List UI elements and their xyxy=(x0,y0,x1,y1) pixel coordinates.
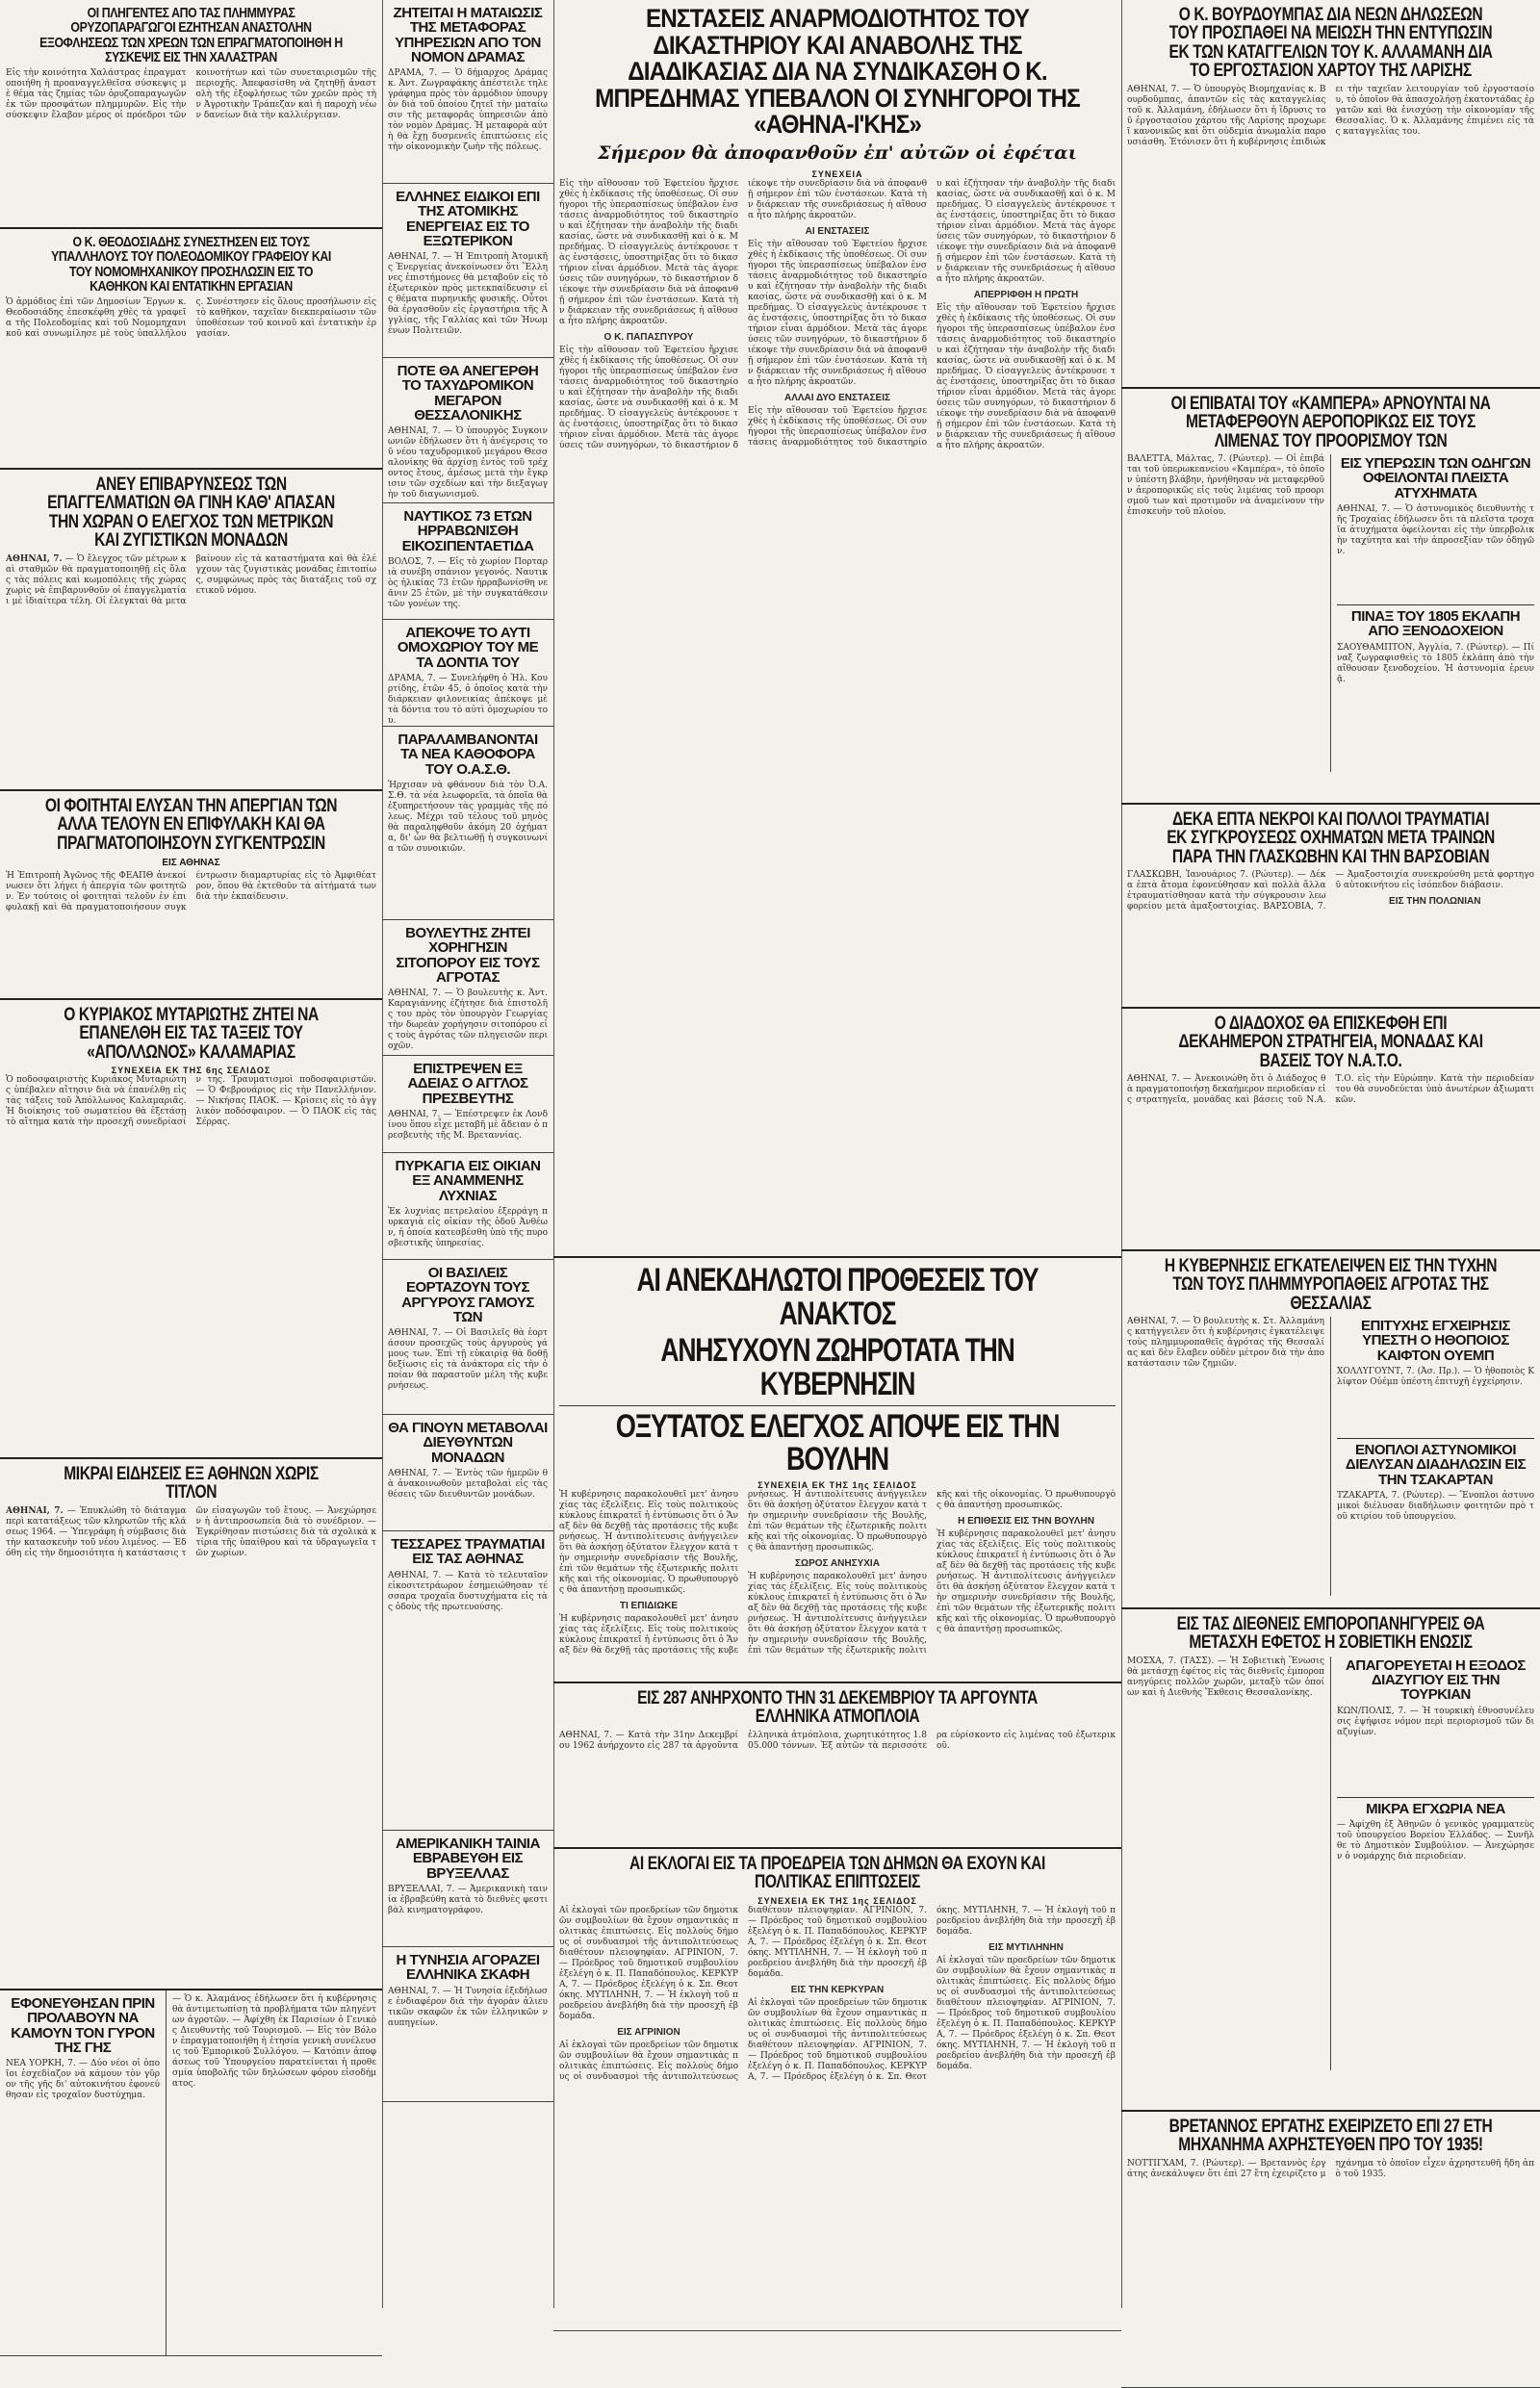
headline: ΒΟΥΛΕΥΤΗΣ ΖΗΤΕΙ ΧΟΡΗΓΗΣΙΝ ΣΙΤΟΠΟΡΟΥ ΕΙΣ ΤΟΥΣ ΑΓΡΟΤΑΣ xyxy=(396,925,540,986)
article-left xyxy=(1127,454,1330,772)
article-athens-briefs xyxy=(0,1459,382,1990)
article-body: ΑΘΗΝΑΙ, 7. — Κατὰ τὸ τελευταῖον εἰκοσιτετράωρον ἐσημειώθησαν τέσσαρα τροχαῖα δυστυχήματα εἰς τὰς ὁδοὺς τῆς πρωτευούσης. xyxy=(388,1570,548,1612)
headline: ΜΙΚΡΑ ΕΓΧΩΡΙΑ ΝΕΑ xyxy=(1366,1800,1505,1817)
article-text: Εἰς τὴν αἴθουσαν τοῦ Ἐφετείου ἤρχισε χθὲς ἡ ἐκδίκασις τῆς ὑποθέσεως. Οἱ συνήγοροι τῆς ὑπερασπίσεως ὑπέβαλον ἐνστάσεις ἀναρμοδιότητος τοῦ δικαστηρίου καὶ ἐζήτησαν τὴν ἀναβολὴν τῆς διαδικασίας, ὥστε νὰ συνδικασθῇ καὶ ὁ κ. Μπρεδήμας. Ὁ εἰσαγγελεὺς ἀντέκρουσε τὰς ἐνστάσεις, ὑποστηρίξας ὅτι τὸ δικαστήριον εἶναι ἁρμόδιον. Μετὰ τὰς ἀγορεύσεις τῶν συνηγόρων, τὸ δικαστήριον διέκοψε τὴν συνεδρίασιν διὰ νὰ ἀποφανθῇ σήμερον ἐπὶ τῶν ἐνστάσεων. Κατὰ τὴν διάρκειαν τῆς συνεδριάσεως ἡ αἴθουσα ἦτο πλήρης ἀκροατῶν. xyxy=(937,302,1116,450)
article-bitten-ear xyxy=(382,620,553,727)
article-body xyxy=(6,554,376,766)
article-text: Αἱ ἐκλογαὶ τῶν προεδρείων τῶν δημοτικῶν συμβουλίων θὰ ἔχουν σημαντικὰς πολιτικὰς ἐπιπτώσεις. Εἰς πολλοὺς δήμους οἱ συνδυασμοὶ τῆς ἀντιπολιτεύσεως διαθέτουν πλειοψηφίαν. ΑΓΡΙΝΙΟΝ, 7. — Πρόεδρος τοῦ δημοτικοῦ συμβουλίου ἐξελέγη ὁ κ. Π. Παπαδόπουλος. ΚΕΡΚΥΡΑ, 7. — Πρόεδρος ἐξελέγη ὁ κ. Σπ. Θεοτόκης. ΜΥΤΙΛΗΝΗ, 7. — Ἡ ἐκλογὴ τοῦ προεδρείου ἀνεβλήθη διὰ τὴν προσεχῆ ἑβδομάδα. xyxy=(559,1905,927,2082)
article-body: ΒΟΛΟΣ, 7. — Εἰς τὸ χωρίον Πορταριὰ συνέβη σπάνιον γεγονός. Ναυτικὸς ἡλικίας 73 ἐτῶν ἠρραβωνίσθη νεᾶνιν 25 ἐτῶν, μὲ τὴν συγκατάθεσιν τῶν γονέων της. xyxy=(388,556,548,609)
column-2 xyxy=(382,0,553,2308)
article-house-fire xyxy=(382,1153,553,1260)
article-body: ΑΘΗΝΑΙ, 7. — Ὁ βουλευτὴς κ. Στ. Ἀλλαμάνης κατήγγειλεν ὅτι ἡ κυβέρνησις ἐγκατέλειψε τοὺς πλημμυροπαθεῖς ἀγρότας τῆς Θεσσαλίας καὶ δὲν ἔλαβεν οὐδὲν μέτρον διὰ τὴν ἀποκατάστασιν τῶν ζημιῶν. xyxy=(1127,1317,1324,1370)
headline: ΒΡΕΤΑΝΝΟΣ ΕΡΓΑΤΗΣ ΕΧΕΙΡΙΖΕΤΟ ΕΠΙ 27 ΕΤΗ ΜΗΧΑΝΗΜΑ ΑΧΡΗΣΤΕΥΘΕΝ ΠΡΟ ΤΟΥ 1935! xyxy=(1168,2117,1493,2156)
article-text: Εἰς τὴν αἴθουσαν τοῦ Ἐφετείου ἤρχισε χθὲς ἡ ἐκδίκασις τῆς ὑποθέσεως. Οἱ συνήγοροι τῆς ὑπερασπίσεως ὑπέβαλον ἐνστάσεις ἀναρμοδιότητος τοῦ δικαστηρίου καὶ ἐζήτησαν τὴν ἀναβολὴν τῆς διαδικασίας, ὥστε νὰ συνδικασθῇ καὶ ὁ κ. Μπρεδήμας. Ὁ εἰσαγγελεὺς ἀντέκρουσε τὰς ἐνστάσεις, ὑποστηρίξας ὅτι τὸ δικαστήριον εἶναι ἁρμόδιον. Μετὰ τὰς ἀγορεύσεις τῶν συνηγόρων, τὸ δικαστήριον διέκοψε τὴν συνεδρίασιν διὰ νὰ ἀποφανθῇ σήμερον ἐπὶ τῶν ἐνστάσεων. Κατὰ τὴν διάρκειαν τῆς συνεδριάσεως ἡ αἴθουσα ἦτο πλήρης ἀκροατῶν. xyxy=(748,178,1116,448)
article-body: ΒΡΥΞΕΛΛΑΙ, 7. — Ἀμερικανικὴ ταινία ἐβραβεύθη κατὰ τὸ διεθνὲς φεστιβὰλ κινηματογράφου. xyxy=(388,1884,548,1915)
column-3 xyxy=(553,0,1121,2308)
continuation-note: ΣΥΝΕΧΕΙΑ ΕΚ ΤΗΣ 1ης ΣΕΛΙΔΟΣ xyxy=(757,1895,917,1906)
continuation-note: ΣΥΝΕΧΕΙΑ ΕΚ ΤΗΣ 1ης ΣΕΛΙΔΟΣ xyxy=(757,1480,917,1491)
headline: ΕΦΟΝΕΥΘΗΣΑΝ ΠΡΙΝ ΠΡΟΛΑΒΟΥΝ ΝΑ ΚΑΜΟΥΝ ΤΟΝ ΓΥΡΟΝ ΤΗΣ ΓΗΣ xyxy=(11,1995,155,2056)
headline: ΟΙ ΠΛΗΓΕΝΤΕΣ ΑΠΟ ΤΑΣ ΠΛΗΜΜΥΡΑΣ ΟΡΥΖΟΠΑΡΑΓΩΓΟΙ ΕΖΗΤΗΣΑΝ ΑΝΑΣΤΟΛΗΝ ΕΞΟΦΛΗΣΕΩΣ ΤΩΝ ΧΡΕΩΝ ΤΩΝ ΕΠΡΑΓΜΑΤΟΠΟΙΗΘΗ Η ΣΥΣΚΕΨΙΣ ΕΙΣ ΤΗΝ ΧΑΛΑΣΤΡΑΝ xyxy=(39,5,343,65)
article-body: ΧΟΛΛΥΓΟΥΝΤ, 7. (Ἀσ. Πρ.). — Ὁ ἠθοποιὸς Κλίφτον Οὐέμπ ὑπέστη ἐπιτυχῆ ἐγχείρησιν. xyxy=(1337,1367,1534,1388)
headline: ΕΙΣ ΤΑΣ ΔΙΕΘΝΕΙΣ ΕΜΠΟΡΟΠΑΝΗΓΥΡΕΙΣ ΘΑ ΜΕΤΑΣΧΗ ΕΦΕΤΟΣ Η ΣΟΒΙΕΤΙΚΗ ΕΝΩΣΙΣ xyxy=(1176,1614,1485,1654)
article-right xyxy=(1330,454,1534,772)
article-text: Αἱ ἐκλογαὶ τῶν προεδρείων τῶν δημοτικῶν συμβουλίων θὰ ἔχουν σημαντικὰς πολιτικὰς ἐπιπτώσεις. Εἰς πολλοὺς δήμους οἱ συνδυασμοὶ τῆς ἀντιπολιτεύσεως διαθέτουν πλειοψηφίαν. ΑΓΡΙΝΙΟΝ, 7. — Πρόεδρος τοῦ δημοτικοῦ συμβουλίου ἐξελέγη ὁ κ. Π. Παπαδόπουλος. ΚΕΡΚΥΡΑ, 7. — Πρόεδρος ἐξελέγη ὁ κ. Σπ. Θεοτόκης. ΜΥΤΙΛΗΝΗ, 7. — Ἡ ἐκλογὴ τοῦ προεδρείου ἀνεβλήθη διὰ τὴν προσεχῆ ἑβδομάδα. xyxy=(559,1905,738,2021)
article-mp-seed xyxy=(382,920,553,1056)
article-body: ΑΘΗΝΑΙ, 7. — Ἐντὸς τῶν ἡμερῶν θὰ ἀνακοινωθοῦν μεταβολαὶ εἰς τὰς θέσεις τῶν διευθυντῶν μονάδων. xyxy=(388,1468,548,1500)
article-canberra-passengers xyxy=(1121,389,1540,805)
article-text: Αἱ ἐκλογαὶ τῶν προεδρείων τῶν δημοτικῶν συμβουλίων θὰ ἔχουν σημαντικὰς πολιτικὰς ἐπιπτώσεις. Εἰς πολλοὺς δήμους οἱ συνδυασμοὶ τῆς ἀντιπολιτεύσεως διαθέτουν πλειοψηφίαν. ΑΓΡΙΝΙΟΝ, 7. — Πρόεδρος τοῦ δημοτικοῦ συμβουλίου ἐξελέγη ὁ κ. Π. Παπαδόπουλος. ΚΕΡΚΥΡΑ, 7. — Πρόεδρος ἐξελέγη ὁ κ. Σπ. Θεοτόκης. ΜΥΤΙΛΗΝΗ, 7. — Ἡ ἐκλογὴ τοῦ προεδρείου ἀνεβλήθη διὰ τὴν προσεχῆ ἑβδομάδα. xyxy=(937,1955,1116,2071)
section-heading: Η ΕΠΙΘΕΣΙΣ ΕΙΣ ΤΗΝ ΒΟΥΛΗΝ xyxy=(958,1516,1094,1528)
article-court-objections xyxy=(553,0,1121,1258)
headline: ΕΙΣ ΥΠΕΡΩΣΙΝ ΤΩΝ ΟΔΗΓΩΝ ΟΦΕΙΛΟΝΤΑΙ ΠΛΕΙΣΤΑ ΑΤΥΧΗΜΑΤΑ xyxy=(1340,455,1531,501)
article-sailor-engaged xyxy=(382,503,553,620)
article-crown-prince-nato xyxy=(1121,1009,1540,1251)
article-world-trip xyxy=(0,1990,167,2356)
article-four-injured xyxy=(382,1531,553,1831)
section-heading: ΕΙΣ ΑΓΡΙΝΙΟΝ xyxy=(617,2026,680,2038)
headline: ΟΙ ΕΠΙΒΑΤΑΙ ΤΟΥ «ΚΑΜΠΕΡΑ» ΑΡΝΟΥΝΤΑΙ ΝΑ ΜΕΤΑΦΕΡΘΟΥΝ ΑΕΡΟΠΟΡΙΚΩΣ ΕΙΣ ΤΟΥΣ ΛΙΜΕΝΑΣ ΤΟΥ ΠΡΟΟΡΙΣΜΟΥ ΤΩΝ xyxy=(1170,394,1491,451)
headline: ΑΠΕΚΟΨΕ ΤΟ ΑΥΤΙ ΟΜΟΧΩΡΙΟΥ ΤΟΥ ΜΕ ΤΑ ΔΟΝΤΙΑ ΤΟΥ xyxy=(397,625,539,671)
article-body: ΔΡΑΜΑ, 7. — Συνελήφθη ὁ Ἠλ. Κουρτίδης, ἐτῶν 45, ὁ ὁποῖος κατὰ τὴν διάρκειαν φιλονεικίας ἀπέκοψε μὲ τὰ δόντια του τὸ αὐτὶ ὁμοχωρίου του. xyxy=(388,673,548,726)
section-heading: Ο Κ. ΠΑΠΑΣΠΥΡΟΥ xyxy=(603,331,694,343)
article-municipal-elections xyxy=(553,1849,1121,2331)
divider xyxy=(1337,1797,1534,1798)
continuation-note: ΣΥΝΕΧΕΙΑ ΕΚ ΤΗΣ 6ης ΣΕΛΙΔΟΣ xyxy=(111,1066,271,1076)
article-king-intentions xyxy=(553,1258,1121,1683)
article-body xyxy=(559,1906,1116,2291)
article-body: ΚΩΝ/ΠΟΛΙΣ, 7. — Ἡ τουρκικὴ ἐθνοσυνέλευσις ἐψήφισε νόμον περὶ περιορισμοῦ τῶν διαζυγίων. xyxy=(1337,1706,1534,1737)
headline: ΟΙ ΦΟΙΤΗΤΑΙ ΕΛΥΣΑΝ ΤΗΝ ΑΠΕΡΓΙΑΝ ΤΩΝ ΑΛΛΑ ΤΕΛΟΥΝ ΕΝ ΕΠΙΦΥΛΑΚΗ ΚΑΙ ΘΑ ΠΡΑΓΜΑΤΟΠΟΙΗΣΟΥΝ ΣΥΓΚΕΝΤΡΩΣΙΝ xyxy=(44,796,338,854)
article-split xyxy=(1127,1317,1534,1596)
article-theodosiadis xyxy=(0,229,382,470)
headline: ΕΙΣ 287 ΑΝΗΡΧΟΝΤΟ ΤΗΝ 31 ΔΕΚΕΜΒΡΙΟΥ ΤΑ ΑΡΓΟΥΝΤΑ ΕΛΛΗΝΙΚΑ ΑΤΜΟΠΛΟΙΑ xyxy=(637,1688,1038,1728)
article-body: Ὁ ποδοσφαιριστὴς Κυριάκος Μυταριώτης ὑπέβαλεν αἴτησιν διὰ νὰ ἐπανέλθῃ εἰς τὰς τάξεις τοῦ Ἀπόλλωνος Καλαμαριᾶς. Ἡ διοίκησις τοῦ σωματείου θὰ ἐξετάσῃ τὸ αἴτημα κατὰ τὴν προσεχῆ συνεδρίασίν της. Τραυματισμοὶ ποδοσφαιριστῶν. — Ὁ Φεβρουάριος εἰς τὴν Πανελλήνιον. — Νικήσας ΠΑΟΚ. — Κρίσεις εἰς τὸ ἀγγλικὸν ποδόσφαιρον. — Ὁ ΠΑΟΚ εἰς τὰς Σέρρας. xyxy=(6,1075,376,1128)
section-heading: ΕΙΣ ΜΥΤΙΛΗΝΗΝ xyxy=(988,1941,1064,1953)
article-body: Ἠρχισαν νὰ φθάνουν διὰ τὸν Ὀ.Α.Σ.Θ. τὰ νέα λεωφορεῖα, τὰ ὁποῖα θὰ ἐξυπηρετήσουν τὰς γραμμὰς τῆς πόλεως. Μέχρι τοῦ τέλους τοῦ μηνὸς θὰ παραληφθοῦν ἀκόμη 20 ὀχήματα, δι' ὧν θὰ βελτιωθῇ ἡ συγκοινωνία τῶν συνοικιῶν. xyxy=(388,780,548,854)
article-body: Ὁ ἀρμόδιος ἐπὶ τῶν Δημοσίων Ἔργων κ. Θεοδοσιάδης ἐπεσκέφθη χθὲς τὰ γραφεῖα τῆς Πολεοδομίας καὶ τοῦ Νομομηχανικοῦ καὶ συνωμίλησε μὲ τοὺς ὑπαλλήλους. Συνέστησεν εἰς ὅλους προσήλωσιν εἰς τὸ καθῆκον, ταχεῖαν διεκπεραίωσιν τῶν ὑποθέσεων τοῦ κοινοῦ καὶ ἐντατικὴν ἐργασίαν. xyxy=(6,297,376,340)
article-misc-briefs xyxy=(167,1990,382,2356)
headline: ΑΙ ΕΚΛΟΓΑΙ ΕΙΣ ΤΑ ΠΡΟΕΔΡΕΙΑ ΤΩΝ ΔΗΜΩΝ ΘΑ ΕΧΟΥΝ ΚΑΙ ΠΟΛΙΤΙΚΑΣ ΕΠΙΠΤΩΣΕΙΣ xyxy=(629,1854,1045,1893)
headline: ΔΕΚΑ ΕΠΤΑ ΝΕΚΡΟΙ ΚΑΙ ΠΟΛΛΟΙ ΤΡΑΥΜΑΤΙΑΙ ΕΚ ΣΥΓΚΡΟΥΣΕΩΣ ΟΧΗΜΑΤΩΝ ΜΕΤΑ ΤΡΑΙΝΩΝ ΠΑΡΑ ΤΗΝ ΓΛΑΣΚΩΒΗΝ ΚΑΙ ΤΗΝ ΒΑΡΣΟΒΙΑΝ xyxy=(1167,809,1495,867)
article-text: Ἡ κυβέρνησις παρακολουθεῖ μετ' ἀνησυχίας τὰς ἐξελίξεις. Εἰς τοὺς πολιτικοὺς κύκλους ἐπικρατεῖ ἡ ἐντύπωσις ὅτι ὁ Ἄναξ δὲν θὰ δεχθῇ τὰς προτάσεις τῆς κυβερνήσεως. Ἡ ἀντιπολίτευσις ἀνήγγειλεν ὅτι θὰ ἀσκήσῃ ὀξύτατον ἔλεγχον κατὰ τὴν σημερινὴν συνεδρίασιν τῆς Βουλῆς, ἐπὶ τῶν θεμάτων τῆς ἐξωτερικῆς πολιτικῆς καὶ τῆς οἰκονομίας. Ὁ πρωθυπουργὸς θὰ ἀπαντήσῃ προσωπικῶς. xyxy=(559,1490,927,1656)
headline: Ο Κ. ΒΟΥΡΔΟΥΜΠΑΣ ΔΙΑ ΝΕΩΝ ΔΗΛΩΣΕΩΝ ΤΟΥ ΠΡΟΣΠΑΘΕΙ ΝΑ ΜΕΙΩΣΗ ΤΗΝ ΕΝΤΥΠΩΣΙΝ ΕΚ ΤΩΝ ΚΑΤΑΓΓΕΛΙΩΝ ΤΟΥ Κ. ΑΛΛΑΜΑΝΗ ΔΙΑ ΤΟ ΕΡΓΟΣΤΑΣΙΟΝ ΧΑΡΤΟΥ ΤΗΣ ΛΑΡΙΣΗΣ xyxy=(1168,5,1493,82)
article-body: ΑΘΗΝΑΙ, 7. — Ὁ ἀστυνομικὸς διευθυντὴς τῆς Τροχαίας ἐδήλωσεν ὅτι τὰ πλεῖστα τροχαῖα ἀτυχήματα ὀφείλονται εἰς τὴν ὑπερβολικὴν ταχύτητα καὶ τὴν ἀπροσεξίαν τῶν ὀδηγῶν. xyxy=(1337,504,1534,557)
article-text: Ἡ κυβέρνησις παρακολουθεῖ μετ' ἀνησυχίας τὰς ἐξελίξεις. Εἰς τοὺς πολιτικοὺς κύκλους ἐπικρατεῖ ἡ ἐντύπωσις ὅτι ὁ Ἄναξ δὲν θὰ δεχθῇ τὰς προτάσεις τῆς κυβερνήσεως. Ἡ ἀντιπολίτευσις ἀνήγγειλεν ὅτι θὰ ἀσκήσῃ ὀξύτατον ἔλεγχον κατὰ τὴν σημερινὴν συνεδρίασιν τῆς Βουλῆς, ἐπὶ τῶν θεμάτων τῆς ἐξωτερικῆς πολιτικῆς καὶ τῆς οἰκονομίας. Ὁ πρωθυπουργὸς θὰ ἀπαντήσῃ προσωπικῶς. xyxy=(559,1490,738,1596)
article-body: ΑΘΗΝΑΙ, 7. — Οἱ Βασιλεῖς θὰ ἑορτάσουν προσεχῶς τοὺς ἀργυροὺς γάμους των. Ἐπὶ τῇ εὐκαιρίᾳ θὰ δοθῇ δεξίωσις εἰς τὰ ἀνάκτορα εἰς τὴν ὁποίαν θὰ παραστοῦν μέλη τῆς κυβερνήσεως. xyxy=(388,1328,548,1392)
continuation-note: ΣΥΝΕΧΕΙΑ xyxy=(811,168,863,179)
article-body: ΔΡΑΜΑ, 7. — Ὁ δήμαρχος Δράμας κ. Ἀντ. Ζωγραφάκης ἀπέστειλε τηλεγράφημα πρὸς τὸν ἀρμόδιον ὑπουργὸν διὰ τοῦ ὁποίου ζητεῖ τὴν ματαίωσιν τῆς μεταφορᾶς ὑπηρεσιῶν ἀπὸ τὸν νομὸν Δράμας. Ἡ μεταφορὰ αὐτὴ θὰ ἔχῃ δυσμενεῖς ἐπιπτώσεις εἰς τὴν οἰκονομικὴν ζωὴν τῆς πόλεως. xyxy=(388,68,548,153)
headline: Ο Κ. ΘΕΟΔΟΣΙΑΔΗΣ ΣΥΝΕΣΤΗΣΕΝ ΕΙΣ ΤΟΥΣ ΥΠΑΛΛΗΛΟΥΣ ΤΟΥ ΠΟΛΕΟΔΟΜΙΚΟΥ ΓΡΑΦΕΙΟΥ ΚΑΙ ΤΟΥ ΝΟΜΟΜΗΧΑΝΙΚΟΥ ΠΡΟΣΗΛΩΣΙΝ ΕΙΣ ΤΟ ΚΑΘΗΚΟΝ ΚΑΙ ΕΝΤΑΤΙΚΗΝ ΕΡΓΑΣΙΑΝ xyxy=(51,234,331,295)
article-tunisia-ships xyxy=(382,1947,553,2102)
article-body: ΑΘΗΝΑΙ, 7. — Ὁ ὑπουργὸς Βιομηχανίας κ. Βουρδοῦμπας, ἀπαντῶν εἰς τὰς καταγγελίας τοῦ κ. Ἀλλαμάνη, ἐδήλωσεν ὅτι ἡ ἵδρυσις τοῦ ἐργοστασίου χάρτου τῆς Λαρίσης προχωρεῖ κανονικῶς καὶ ὅτι οὐδεμία ἀνωμαλία παρουσιάσθη. Ἐτόνισεν ὅτι ἡ κυβέρνησις ἐπιδιώκει τὴν ταχεῖαν λειτουργίαν τοῦ ἐργοστασίου, τὸ ὁποῖον θὰ ἀπασχολήσῃ ἑκατοντάδας ἐργατῶν καὶ θὰ ἐνισχύσῃ τὴν οἰκονομίαν τῆς Θεσσαλίας. Ὁ κ. Ἀλλαμάνης ἐπιμένει εἰς τὰς καταγγελίας του. xyxy=(1127,84,1534,147)
article-text: Αἱ ἐκλογαὶ τῶν προεδρείων τῶν δημοτικῶν συμβουλίων θὰ ἔχουν σημαντικὰς πολιτικὰς ἐπιπτώσεις. Εἰς πολλοὺς δήμους οἱ συνδυασμοὶ τῆς ἀντιπολιτεύσεως διαθέτουν πλειοψηφίαν. ΑΓΡΙΝΙΟΝ, 7. — Πρόεδρος τοῦ δημοτικοῦ συμβουλίου ἐξελέγη ὁ κ. Π. Παπαδόπουλος. ΚΕΡΚΥΡΑ, 7. — Πρόεδρος ἐξελέγη ὁ κ. Σπ. Θεοτόκης. ΜΥΤΙΛΗΝΗ, 7. — Ἡ ἐκλογὴ τοῦ προεδρείου ἀνεβλήθη διὰ τὴν προσεχῆ ἑβδομάδα. xyxy=(748,1905,1116,2082)
article-text: Εἰς τὴν αἴθουσαν τοῦ Ἐφετείου ἤρχισε χθὲς ἡ ἐκδίκασις τῆς ὑποθέσεως. Οἱ συνήγοροι τῆς ὑπερασπίσεως ὑπέβαλον ἐνστάσεις ἀναρμοδιότητος τοῦ δικαστηρίου καὶ ἐζήτησαν τὴν ἀναβολὴν τῆς διαδικασίας, ὥστε νὰ συνδικασθῇ καὶ ὁ κ. Μπρεδήμας. Ὁ εἰσαγγελεὺς ἀντέκρουσε τὰς ἐνστάσεις, ὑποστηρίξας ὅτι τὸ δικαστήριον εἶναι ἁρμόδιον. Μετὰ τὰς ἀγορεύσεις τῶν συνηγόρων, τὸ δικαστήριον διέκοψε τὴν συνεδρίασιν διὰ νὰ ἀποφανθῇ σήμερον ἐπὶ τῶν ἐνστάσεων. Κατὰ τὴν διάρκειαν τῆς συνεδριάσεως ἡ αἴθουσα ἦτο πλήρης ἀκροατῶν. xyxy=(559,178,738,326)
headline: Η ΚΥΒΕΡΝΗΣΙΣ ΕΓΚΑΤΕΛΕΙΨΕΝ ΕΙΣ ΤΗΝ ΤΥΧΗΝ ΤΩΝ ΤΟΥΣ ΠΛΗΜΜΥΡΟΠΑΘΕΙΣ ΑΓΡΟΤΑΣ ΤΗΣ ΘΕΣΣΑΛΙΑΣ xyxy=(1164,1256,1498,1314)
headline: ΑΜΕΡΙΚΑΝΙΚΗ ΤΑΙΝΙΑ ΕΒΡΑΒΕΥΘΗ ΕΙΣ ΒΡΥΞΕΛΛΑΣ xyxy=(396,1836,540,1882)
column-4 xyxy=(1121,0,1540,2308)
divider xyxy=(1337,1438,1534,1439)
headline: ΜΙΚΡΑΙ ΕΙΔΗΣΕΙΣ ΕΞ ΑΘΗΝΩΝ ΧΩΡΙΣ ΤΙΤΛΟΝ xyxy=(64,1464,319,1503)
divider xyxy=(559,1405,1116,1406)
article-unit-changes xyxy=(382,1415,553,1531)
article-left xyxy=(1127,1656,1330,2070)
section-heading: ΣΩΡΟΣ ΑΝΗΣΥΧΙΑ xyxy=(795,1558,880,1570)
article-text: ΓΛΑΣΚΩΒΗ, Ἰανουάριος 7. (Ρώυτερ). — Δέκα ἑπτὰ ἄτομα ἐφονεύθησαν καὶ πολλὰ ἄλλα ἐτραυματίσθησαν κατὰ τὴν σύγκρουσιν λεωφορείου μετὰ ἀμαξοστοιχίας. ΒΑΡΣΟΒΙΑ, 7. — Ἀμαξοστοιχία συνεκρούσθη μετὰ φορτηγοῦ αὐτοκινήτου εἰς ἰσόπεδον διάβασιν. xyxy=(1127,870,1534,912)
article-post-office xyxy=(382,358,553,503)
section-heading: ΑΠΕΡΡΙΦΘΗ Η ΠΡΩΤΗ xyxy=(973,289,1079,300)
headline: Ο ΚΥΡΙΑΚΟΣ ΜΥΤΑΡΙΩΤΗΣ ΖΗΤΕΙ ΝΑ ΕΠΑΝΕΛΘΗ ΕΙΣ ΤΑΣ ΤΑΞΕΙΣ ΤΟΥ «ΑΠΟΛΛΩΝΟΣ» ΚΑΛΑΜΑΡΙΑΣ xyxy=(64,1005,319,1063)
article-body: — Ὁ κ. Ἀλαμάνος ἐδήλωσεν ὅτι ἡ κυβέρνησις θὰ ἀντιμετωπίσῃ τὰ προβλήματα τῶν πληγέντων ἀγροτῶν. — Ἀφίχθη ἐκ Παρισίων ὁ Γενικὸς Διευθυντὴς τοῦ Τουρισμοῦ. — Εἰς τὸν Βόλον ἐπραγματοποιήθη ἡ ἐτησία γενικὴ συνέλευσις τοῦ Ἐμπορικοῦ Συλλόγου. — Κατόπιν ἀποφάσεως τοῦ Ὑπουργείου παρατείνεται ἡ προθεσμία ὑποβολῆς τῶν δηλώσεων φόρου εἰσοδήματος. xyxy=(172,1994,376,2089)
article-body: ΝΕΑ ΥΟΡΚΗ, 7. — Δύο νέοι οἱ ὁποῖοι ἐσχεδίαζον νὰ κάμουν τὸν γῦρον τῆς γῆς δι' αὐτοκινήτου ἐφονεύθησαν εἰς τροχαῖον δυστύχημα. xyxy=(6,2059,160,2101)
article-body xyxy=(559,179,1116,1199)
article-text: Εἰς τὴν αἴθουσαν τοῦ Ἐφετείου ἤρχισε χθὲς ἡ ἐκδίκασις τῆς ὑποθέσεως. Οἱ συνήγοροι τῆς ὑπερασπίσεως ὑπέβαλον ἐνστάσεις ἀναρμοδιότητος τοῦ δικαστηρίου καὶ ἐζήτησαν τὴν ἀναβολὴν τῆς διαδικασίας, ὥστε νὰ συνδικασθῇ καὶ ὁ κ. Μπρεδήμας. Ὁ εἰσαγγελεὺς ἀντέκρουσε τὰς ἐνστάσεις, ὑποστηρίξας ὅτι τὸ δικαστήριον εἶναι ἁρμόδιον. Μετὰ τὰς ἀγορεύσεις τῶν συνηγόρων, τὸ δικαστήριον διέκοψε τὴν συνεδρίασιν διὰ νὰ ἀποφανθῇ σήμερον ἐπὶ τῶν ἐνστάσεων. Κατὰ τὴν διάρκειαν τῆς συνεδριάσεως ἡ αἴθουσα ἦτο πλήρης ἀκροατῶν. xyxy=(559,178,927,450)
article-body xyxy=(6,1506,376,1988)
dateline: ΑΘΗΝΑΙ, 7. xyxy=(6,553,63,564)
headline: ΠΑΡΑΛΑΜΒΑΝΟΝΤΑΙ ΤΑ ΝΕΑ ΚΑΘΟΦΟΡΑ ΤΟΥ Ο.Α.Σ.Θ. xyxy=(398,732,538,778)
article-rice-farmers xyxy=(0,0,382,229)
section-heading: ΕΙΣ ΤΗΝ ΠΟΛΩΝΙΑΝ xyxy=(1389,896,1481,908)
article-text: — Ἐπυκλώθη τὸ διάταγμα περὶ κατατάξεως τῶν κληρωτῶν τῆς κλάσεως 1964. — Ὑπεγράφη ἡ σύμβασις διὰ τὴν κατασκευὴν τοῦ νέου λιμένος. — Ἐδόθη εἰς τὴν δημοσιότητα ἡ κατάστασις τῶν εἰσαγωγῶν τοῦ ἔτους. — Ἀνεχώρησεν ἡ ἀντιπροσωπεία διὰ τὸ συνέδριον. — Ἐγκρίθησαν πιστώσεις διὰ τὰ σχολικὰ κτίρια τῆς ὑπαίθρου καὶ τὰ ὑδραγωγεῖα τῶν χωρίων. xyxy=(6,1505,376,1558)
article-body: Εἰς τὴν κοινότητα Χαλάστρας ἐπραγματοποιήθη ἡ προαναγγελθεῖσα σύσκεψις μὲ θέμα τὰς ζημίας τῶν ὀρυζοπαραγωγῶν ἐκ τῶν προσφάτων πλημμυρῶν. Εἰς τὴν σύσκεψιν ἔλαβον μέρος οἱ πρόεδροι τῶν κοινοτήτων καὶ τῶν συνεταιρισμῶν τῆς περιοχῆς. Ἀπεφασίσθη νὰ ζητηθῇ ἀναστολὴ τῆς ἐξοφλήσεως τῶν χρεῶν πρὸς τὴν Ἀγροτικὴν Τράπεζαν καὶ ἡ παροχὴ νέων δανείων διὰ τὴν καλλιέργειαν. xyxy=(6,68,376,121)
headline: ΘΑ ΓΙΝΟΥΝ ΜΕΤΑΒΟΛΑΙ ΔΙΕΥΘΥΝΤΩΝ ΜΟΝΑΔΩΝ xyxy=(388,1420,548,1466)
article-right xyxy=(1330,1317,1534,1596)
article-split xyxy=(1127,454,1534,772)
headline: ΕΠΙΤΥΧΗΣ ΕΓΧΕΙΡΗΣΙΣ ΥΠΕΣΤΗ Ο ΗΘΟΠΟΙΟΣ ΚΑΙΦΤΟΝ ΟΥΕΜΠ xyxy=(1361,1318,1510,1364)
article-vourdoubas xyxy=(1121,0,1540,389)
article-atomic-energy xyxy=(382,184,553,358)
article-text: Ἡ κυβέρνησις παρακολουθεῖ μετ' ἀνησυχίας τὰς ἐξελίξεις. Εἰς τοὺς πολιτικοὺς κύκλους ἐπικρατεῖ ἡ ἐντύπωσις ὅτι ὁ Ἄναξ δὲν θὰ δεχθῇ τὰς προτάσεις τῆς κυβερνήσεως. Ἡ ἀντιπολίτευσις ἀνήγγειλεν ὅτι θὰ ἀσκήσῃ ὀξύτατον ἔλεγχον κατὰ τὴν σημερινὴν συνεδρίασιν τῆς Βουλῆς, ἐπὶ τῶν θεμάτων τῆς ἐξωτερικῆς πολιτικῆς καὶ τῆς οἰκονομίας. Ὁ πρωθυπουργὸς θὰ ἀπαντήσῃ προσωπικῶς. xyxy=(937,1529,1116,1635)
article-body: ΤΖΑΚΑΡΤΑ, 7. (Ρώυτερ). — Ἔνοπλοι ἀστυνομικοὶ διέλυσαν διαδήλωσιν φοιτητῶν πρὸ τοῦ κτιρίου τοῦ ὑπουργείου. xyxy=(1337,1490,1534,1522)
column-1 xyxy=(0,0,382,2308)
headline: ΖΗΤΕΙΤΑΙ Η ΜΑΤΑΙΩΣΙΣ ΤΗΣ ΜΕΤΑΦΟΡΑΣ ΥΠΗΡΕΣΙΩΝ ΑΠΟ ΤΟΝ ΝΟΜΟΝ ΔΡΑΜΑΣ xyxy=(393,5,543,65)
article-text: Ἡ κυβέρνησις παρακολουθεῖ μετ' ἀνησυχίας τὰς ἐξελίξεις. Εἰς τοὺς πολιτικοὺς κύκλους ἐπικρατεῖ ἡ ἐντύπωσις ὅτι ὁ Ἄναξ δὲν θὰ δεχθῇ τὰς προτάσεις τῆς κυβερνήσεως. Ἡ ἀντιπολίτευσις ἀνήγγειλεν ὅτι θὰ ἀσκήσῃ ὀξύτατον ἔλεγχον κατὰ τὴν σημερινὴν συνεδρίασιν τῆς Βουλῆς, ἐπὶ τῶν θεμάτων τῆς ἐξωτερικῆς πολιτικῆς καὶ τῆς οἰκονομίας. Ὁ πρωθυπουργὸς θὰ ἀπαντήσῃ προσωπικῶς. xyxy=(748,1490,1116,1656)
article-drama-services xyxy=(382,0,553,184)
article-body: ΝΟΤΤΙΓΧΑΜ, 7. (Ρώυτερ). — Βρεταννὸς ἐργάτης ἀνεκάλυψεν ὅτι ἐπὶ 27 ἔτη ἐχειρίζετο μηχάνημα τὸ ὁποῖον εἶχεν ἀχρηστευθῆ ἤδη ἀπὸ τοῦ 1935. xyxy=(1127,2158,1534,2179)
article-royal-anniversary xyxy=(382,1260,553,1415)
headline: ΤΕΣΣΑΡΕΣ ΤΡΑΥΜΑΤΙΑΙ ΕΙΣ ΤΑΣ ΑΘΗΝΑΣ xyxy=(391,1536,545,1568)
section-heading: ΕΙΣ ΤΗΝ ΚΕΡΚΥΡΑΝ xyxy=(790,1984,885,1995)
article-british-worker xyxy=(1121,2112,1540,2388)
section-heading: ΕΙΣ ΑΘΗΝΑΣ xyxy=(162,858,220,869)
article-body: ΑΘΗΝΑΙ, 7. — Κατὰ τὴν 31ην Δεκεμβρίου 1962 ἀνήρχοντο εἰς 287 τὰ ἀργοῦντα ἑλληνικὰ ἀτμόπλοια, χωρητικότητος 1.805.000 τόννων. Ἐξ αὐτῶν τὰ περισσότερα εὑρίσκοντο εἰς λιμένας τοῦ ἐξωτερικοῦ. xyxy=(559,1730,1116,1751)
article-body: Ἐκ λυχνίας πετρελαίου ἐξερράγη πυρκαγιὰ εἰς οἰκίαν τῆς ὁδοῦ Ἀνθέων, ἡ ὁποία κατεσβέσθη ὑπὸ τῆς πυροσβεστικῆς ὑπηρεσίας. xyxy=(388,1206,548,1248)
article-text: — Ὁ ἔλεγχος τῶν μέτρων καὶ σταθμῶν θὰ πραγματοποιηθῇ εἰς ὅλας τὰς πόλεις καὶ κωμοπόλεις τῆς χώρας χωρὶς νὰ ἐπιβαρυνθοῦν οἱ ἐπαγγελματίαι μὲ ἰδιαίτερα τέλη. Οἱ ἐλεγκταὶ θὰ μεταβαίνουν εἰς τὰ καταστήματα καὶ θὰ ἐλέγχουν τὰς ζυγιστικὰς μονάδας ἐπιτοπίως, συμφώνως πρὸς τὰς διατάξεις τοῦ σχετικοῦ νόμου. xyxy=(6,553,376,606)
article-body: ΑΘΗΝΑΙ, 7. — Ἐπέστρεψεν ἐκ Λονδίνου ὅπου εἶχε μεταβῆ μὲ ἄδειαν ὁ πρεσβευτὴς τῆς Μ. Βρεταννίας. xyxy=(388,1109,548,1141)
dateline: ΑΘΗΝΑΙ, 7. xyxy=(6,1505,64,1516)
headline: ΕΠΙΣΤΡΕΨΕΝ ΕΞ ΑΔΕΙΑΣ Ο ΑΓΓΛΟΣ ΠΡΕΣΒΕΥΤΗΣ xyxy=(407,1061,528,1107)
bottom-row xyxy=(0,1990,382,2356)
article-students-strike xyxy=(0,791,382,1000)
article-text: Εἰς τὴν αἴθουσαν τοῦ Ἐφετείου ἤρχισε χθὲς ἡ ἐκδίκασις τῆς ὑποθέσεως. Οἱ συνήγοροι τῆς ὑπερασπίσεως ὑπέβαλον ἐνστάσεις ἀναρμοδιότητος τοῦ δικαστηρίου καὶ ἐζήτησαν τὴν ἀναβολὴν τῆς διαδικασίας, ὥστε νὰ συνδικασθῇ καὶ ὁ κ. Μπρεδήμας. Ὁ εἰσαγγελεὺς ἀντέκρουσε τὰς ἐνστάσεις, ὑποστηρίξας ὅτι τὸ δικαστήριον εἶναι ἁρμόδιον. Μετὰ τὰς ἀγορεύσεις τῶν συνηγόρων, τὸ δικαστήριον διέκοψε τὴν συνεδρίασιν διὰ νὰ ἀποφανθῇ σήμερον ἐπὶ τῶν ἐνστάσεων. Κατὰ τὴν διάρκειαν τῆς συνεδριάσεως ἡ αἴθουσα ἦτο πλήρης ἀκροατῶν. xyxy=(748,239,927,387)
article-ambassador xyxy=(382,1056,553,1153)
article-soviet-fairs xyxy=(1121,1609,1540,2112)
section-heading: ΑΙ ΕΝΣΤΑΣΕΙΣ xyxy=(805,225,870,237)
article-right xyxy=(1330,1656,1534,2070)
article-measures-control xyxy=(0,470,382,791)
headline: ΑΠΑΓΟΡΕΥΕΤΑΙ Η ΕΞΟΔΟΣ ΔΙΑΖΥΓΙΟΥ ΕΙΣ ΤΗΝ ΤΟΥΡΚΙΑΝ xyxy=(1346,1656,1526,1704)
article-body: ΣΑΟΥΘΑΜΠΤΟΝ, Ἀγγλία, 7. (Ρώυτερ). — Πίναξ ζωγραφισθεὶς τὸ 1805 ἐκλάπη ἀπὸ τὴν αἴθουσαν ξενοδοχείου. Ἡ ἀστυνομία ἐρευνᾷ. xyxy=(1337,642,1534,684)
headline: ΠΥΡΚΑΓΙΑ ΕΙΣ ΟΙΚΙΑΝ ΕΞ ΑΝΑΜΜΕΝΗΣ ΛΥΧΝΙΑΣ xyxy=(395,1158,541,1204)
headline: Η ΤΥΝΗΣΙΑ ΑΓΟΡΑΖΕΙ ΕΛΛΗΝΙΚΑ ΣΚΑΦΗ xyxy=(396,1952,540,1984)
article-body: ΑΘΗΝΑΙ, 7. — Ἡ Ἐπιτροπὴ Ἀτομικῆς Ἐνεργείας ἀνεκοίνωσεν ὅτι Ἕλληνες ἐπιστήμονες θὰ μεταβοῦν εἰς τὸ ἐξωτερικὸν πρὸς μετεκπαίδευσιν εἰς θέματα πυρηνικῆς φυσικῆς. Οὗτοι θὰ ἐργασθοῦν εἰς ἐργαστήρια τῆς Ἀγγλίας, τῆς Γαλλίας καὶ τῶν Ἡνωμένων Πολιτειῶν. xyxy=(388,252,548,337)
article-idle-ships xyxy=(553,1683,1121,1849)
headline: ΕΝΟΠΛΟΙ ΑΣΤΥΝΟΜΙΚΟΙ ΔΙΕΛΥΣΑΝ ΔΙΑΔΗΛΩΣΙΝ ΕΙΣ ΤΗΝ ΤΣΑΚΑΡΤΑΝ xyxy=(1345,1442,1527,1488)
article-body: ΑΘΗΝΑΙ, 7. — Ὁ βουλευτὴς κ. Ἀντ. Καραγιάννης ἐζήτησε διὰ ἐπιστολῆς του πρὸς τὸν ὑπουργὸν Γεωργίας τὴν δωρεὰν χορήγησιν σιτοπόρου εἰς τοὺς ἀγρότας τῶν πληγεισῶν περιοχῶν. xyxy=(388,989,548,1052)
article-body: ΒΑΛΕΤΤΑ, Μάλτας, 7. (Ρώυτερ). — Οἱ ἐπιβάται τοῦ ὑπερωκεανείου «Καμπέρα», τὸ ὁποῖον ὑπέστη βλάβην, ἠρνήθησαν νὰ μεταφερθοῦν ἀεροπορικῶς εἰς τοὺς λιμένας τοῦ προορισμοῦ των καὶ προτιμοῦν νὰ ἀναμείνουν τὴν ἐπισκευὴν τοῦ πλοίου. xyxy=(1127,454,1324,518)
main-headline: ΑΙ ΑΝΕΚΔΗΛΩΤΟΙ ΠΡΟΘΕΣΕΙΣ ΤΟΥ ΑΝΑΚΤΟΣ xyxy=(636,1262,1039,1332)
headline: ΕΛΛΗΝΕΣ ΕΙΔΙΚΟΙ ΕΠΙ ΤΗΣ ΑΤΟΜΙΚΗΣ ΕΝΕΡΓΕΙΑΣ ΕΙΣ ΤΟ ΕΞΩΤΕΡΙΚΟΝ xyxy=(396,189,540,249)
main-headline: ΟΞΥΤΑΤΟΣ ΕΛΕΓΧΟΣ ΑΠΟΨΕ ΕΙΣ ΤΗΝ ΒΟΥΛΗΝ xyxy=(615,1407,1060,1478)
article-mytariotis xyxy=(0,1000,382,1459)
headline: ΝΑΥΤΙΚΟΣ 73 ΕΤΩΝ ΗΡΡΑΒΩΝΙΣΘΗ ΕΙΚΟΣΙΠΕΝΤΑΕΤΙΔΑ xyxy=(401,508,534,554)
article-flood-farmers xyxy=(1121,1251,1540,1609)
section-heading: ΑΛΛΑΙ ΔΥΟ ΕΝΣΤΑΣΕΙΣ xyxy=(783,392,891,403)
headline: ΠΙΝΑΞ ΤΟΥ 1805 ΕΚΛΑΠΗ ΑΠΟ ΞΕΝΟΔΟΧΕΙΟΝ xyxy=(1350,608,1521,640)
headline: ΠΟΤΕ ΘΑ ΑΝΕΓΕΡΘΗ ΤΟ ΤΑΧΥΔΡΟΜΙΚΟΝ ΜΕΓΑΡΟΝ ΘΕΣΣΑΛΟΝΙΚΗΣ xyxy=(397,363,539,424)
article-left xyxy=(1127,1317,1330,1596)
article-oasth-buses xyxy=(382,727,553,920)
divider xyxy=(1337,604,1534,605)
article-body xyxy=(1127,870,1534,976)
headline: ΟΙ ΒΑΣΙΛΕΙΣ ΕΟΡΤΑΖΟΥΝ ΤΟΥΣ ΑΡΓΥΡΟΥΣ ΓΑΜΟΥΣ ΤΩΝ xyxy=(401,1265,534,1325)
main-headline: ΑΝΗΣΥΧΟΥΝ ΖΩΗΡΟΤΑΤΑ ΤΗΝ ΚΥΒΕΡΝΗΣΙΝ xyxy=(660,1332,1014,1403)
article-body: ΜΟΣΧΑ, 7. (ΤΑΣΣ). — Ἡ Σοβιετικὴ Ἕνωσις θὰ μετάσχῃ ἐφέτος εἰς τὰς διεθνεῖς ἐμποροπανηγύρεις πολλῶν χωρῶν, μεταξὺ τῶν ὁποίων καὶ ἡ Διεθνὴς Ἔκθεσις Θεσσαλονίκης. xyxy=(1127,1656,1324,1698)
article-body: — Ἀφίχθη ἐξ Ἀθηνῶν ὁ γενικὸς γραμματεὺς τοῦ ὑπουργείου Βορείου Ἑλλάδος. — Συνῆλθε τὸ Δημοτικὸν Συμβούλιον. — Ἀνεχώρησεν ὁ νομάρχης διὰ περιοδείαν. xyxy=(1337,1819,1534,1862)
article-train-collisions xyxy=(1121,805,1540,1009)
article-body: ΑΘΗΝΑΙ, 7. — Ὁ ὑπουργὸς Συγκοινωνιῶν ἐδήλωσεν ὅτι ἡ ἀνέγερσις τοῦ νέου ταχυδρομικοῦ μεγάρου Θεσσαλονίκης θὰ ἀρχίσῃ ἐντὸς τοῦ τρέχοντος ἔτους, ἀμέσως μετὰ τὴν ἔγκρισιν τῶν σχεδίων καὶ τὴν διεξαγωγὴν τοῦ διαγωνισμοῦ. xyxy=(388,426,548,501)
section-heading: ΤΙ ΕΠΙΔΙΩΚΕ xyxy=(619,1601,679,1612)
main-headline: ΕΝΣΤΑΣΕΙΣ ΑΝΑΡΜΟΔΙΟΤΗΤΟΣ ΤΟΥ ΔΙΚΑΣΤΗΡΙΟΥ ΚΑΙ ΑΝΑΒΟΛΗΣ ΤΗΣ ΔΙΑΔΙΚΑΣΙΑΣ ΔΙΑ ΝΑ ΣΥΝΔΙΚΑΣΘΗ Ο Κ. ΜΠΡΕΔΗΜΑΣ ΥΠΕΒΑΛΟΝ ΟΙ ΣΥΝΗΓΟΡΟΙ ΤΗΣ «ΑΘΗΝΑ-Ι'ΚΗΣ» xyxy=(595,4,1080,140)
article-body: Ἡ Ἐπιτροπὴ Ἀγῶνος τῆς ΦΕΑΠΘ ἀνεκοίνωσεν ὅτι λήγει ἡ ἀπεργία τῶν φοιτητῶν. Ἐν τούτοις οἱ φοιτηταὶ τελοῦν ἐν ἐπιφυλακῇ καὶ θὰ πραγματοποιήσουν συγκέντρωσιν διαμαρτυρίας εἰς τὸ Ἀμφιθέατρον, ὅπου θὰ ἐκτεθοῦν τὰ αἰτήματά των διὰ τὴν ἐκπαίδευσιν. xyxy=(6,871,376,913)
article-body: ΑΘΗΝΑΙ, 7. — Ἀνεκοινώθη ὅτι ὁ Διάδοχος θὰ πραγματοποιήσῃ δεκαήμερον περιοδείαν εἰς στρατηγεῖα, μονάδας καὶ βάσεις τοῦ Ν.Α.Τ.Ο. εἰς τὴν Εὐρώπην. Κατὰ τὴν περιοδείαν του θὰ συνοδεύεται ὑπὸ ἀνωτέρων ἀξιωματικῶν. xyxy=(1127,1074,1534,1106)
subheadline: Σήμερον θὰ ἀποφανθοῦν ἐπ' αὐτῶν οἱ ἐφέται xyxy=(598,141,1077,164)
article-body: ΑΘΗΝΑΙ, 7. — Ἡ Τυνησία ἐξεδήλωσε ἐνδιαφέρον διὰ τὴν ἀγορὰν ἁλιευτικῶν σκαφῶν ἐκ τῶν ἑλληνικῶν ναυπηγείων. xyxy=(388,1986,548,2028)
headline: Ο ΔΙΑΔΟΧΟΣ ΘΑ ΕΠΙΣΚΕΦΘΗ ΕΠΙ ΔΕΚΑΗΜΕΡΟΝ ΣΤΡΑΤΗΓΕΙΑ, ΜΟΝΑΔΑΣ ΚΑΙ ΒΑΣΕΙΣ ΤΟΥ Ν.Α.Τ.Ο. xyxy=(1178,1014,1483,1071)
article-film-award xyxy=(382,1831,553,1947)
article-split xyxy=(1127,1656,1534,2070)
headline: ΑΝΕΥ ΕΠΙΒΑΡΥΝΣΕΩΣ ΤΩΝ ΕΠΑΓΓΕΛΜΑΤΙΩΝ ΘΑ ΓΙΝΗ ΚΑΘ' ΑΠΑΣΑΝ ΤΗΝ ΧΩΡΑΝ Ο ΕΛΕΓΧΟΣ ΤΩΝ ΜΕΤΡΙΚΩΝ ΚΑΙ ΖΥΓΙΣΤΙΚΩΝ ΜΟΝΑΔΩΝ xyxy=(47,475,335,552)
